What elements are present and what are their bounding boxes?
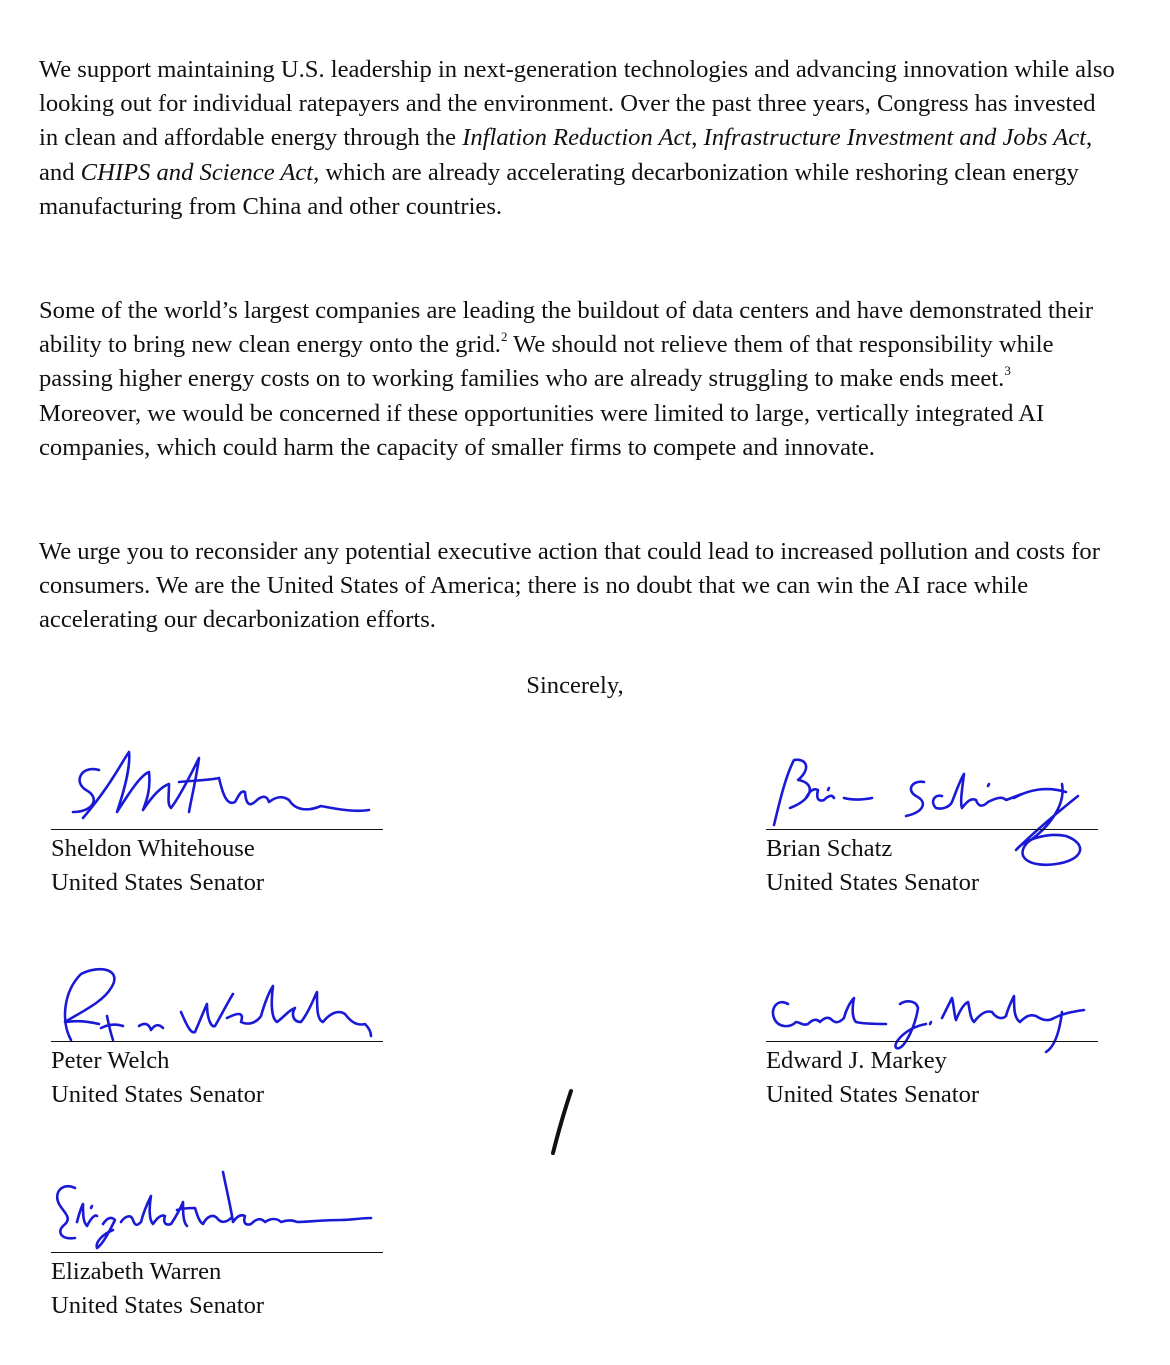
footnote-ref: 3: [1004, 363, 1011, 379]
paragraph-text: Some of the world’s largest companies are leading the buildout of data centers and have demonstrated their ability to bring new clean energy onto the grid.: [39, 297, 1094, 359]
signature-line: [51, 829, 383, 830]
signatory-name: Elizabeth Warren: [51, 1258, 222, 1285]
signatory-title: United States Senator: [766, 869, 980, 896]
letter-paragraph-1: [39, 53, 1119, 224]
letter-paragraph-2: [39, 294, 1119, 465]
paragraph-text: We should not relieve them of that responsibility while passing higher energy costs on to working families who are already struggling to make ends meet.: [39, 331, 1054, 393]
paragraph-text: Moreover, we would be concerned if these opportunities were limited to large, vertically integrated AI companies, which could harm the capacity of smaller firms to compete and innovate.: [39, 399, 1045, 461]
act-title: Inflation Reduction Act: [462, 124, 692, 152]
signatory-name: Peter Welch: [51, 1047, 170, 1074]
signatory-title: United States Senator: [51, 1081, 265, 1108]
signatory-title: United States Senator: [51, 869, 265, 896]
act-title: CHIPS and Science Act: [80, 158, 314, 186]
pen-mark: [545, 1085, 585, 1160]
closing-salutation: Sincerely,: [526, 672, 624, 699]
signature-image-whitehouse: [51, 740, 391, 835]
signature-line: [51, 1252, 383, 1253]
signatory-name: Edward J. Markey: [766, 1047, 947, 1074]
signatory-name: Sheldon Whitehouse: [51, 835, 255, 862]
paragraph-text: , and: [39, 124, 1093, 186]
signatory-title: United States Senator: [766, 1081, 980, 1108]
signature-image-warren: [51, 1152, 391, 1247]
letter-paragraph-3: [39, 535, 1119, 638]
signature-line: [766, 829, 1098, 830]
signatory-title: United States Senator: [51, 1292, 265, 1319]
signatory-name: Brian Schatz: [766, 835, 893, 862]
paragraph-text: We urge you to reconsider any potential executive action that could lead to increased pollution and costs for consumers. We are the United States of America; there is no doubt that we can win the AI race while accelerating our decarbonization efforts.: [39, 538, 1100, 634]
paragraph-text: We support maintaining U.S. leadership in next-generation technologies and advancing innovation while also looking out for individual ratepayers and the environment. Over the past three years, Congress has invested in clean and affordable energy through the: [39, 56, 1115, 152]
signature-line: [51, 1041, 383, 1042]
paragraph-text: ,: [691, 124, 704, 152]
paragraph-text: , which are already accelerating decarbonization while reshoring clean energy manufacturing from China and other countries.: [39, 158, 1079, 220]
signature-image-welch: [51, 952, 391, 1047]
footnote-ref: 2: [500, 329, 508, 345]
signature-line: [766, 1041, 1098, 1042]
act-title: Infrastructure Investment and Jobs Act: [703, 124, 1087, 152]
